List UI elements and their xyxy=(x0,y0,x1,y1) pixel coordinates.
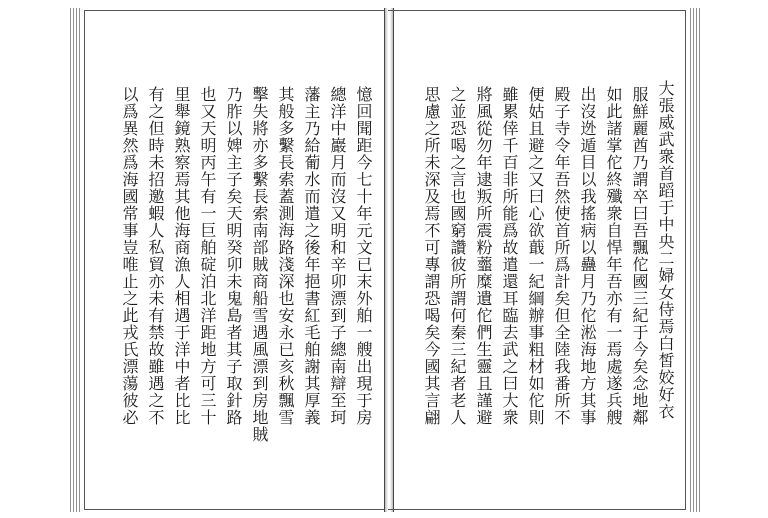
text-column: 雖累倖千百非所能爲故遣還耳臨去武之曰大衆 xyxy=(500,86,519,426)
text-column: 憶回聞距今七十年元文已末外舶一艘出現于房 xyxy=(354,86,373,426)
text-column: 擊失將亦多繫長索南部賊商船雪遇風漂到房地賊 xyxy=(250,86,269,443)
right-page-edges xyxy=(690,8,702,512)
text-column: 將風從勿年逮叛所震粉虀糜遺佗們生靈且謹避 xyxy=(474,86,493,426)
text-column: 藩主乃給葡水而遣之後年挹書紅毛舶謝其厚義 xyxy=(302,86,321,426)
right-page-text xyxy=(402,80,678,486)
text-column: 以爲異然爲海國常事豈唯止之此戎氏漂蕩彼必 xyxy=(120,86,139,426)
text-column: 思慮之所未深及焉不可專謂恐喝矣今國其言翩 xyxy=(422,86,441,426)
left-page-edges xyxy=(70,8,80,512)
text-column: 之並恐喝之言也國窮讚彼所謂何秦三紀者老人 xyxy=(448,86,467,426)
text-column: 出沒迯遁目以我搖病以蠱月乃佗淞海地方其事 xyxy=(578,86,597,426)
text-column: 其般多繫長索蓋測海路淺深也安永已亥秋飄雪 xyxy=(276,86,295,426)
text-column: 有之但時未招邀蝦人私貿亦未有禁故雖遇之不 xyxy=(146,86,165,426)
text-column: 也又天明丙午有一巨舶碇泊北洋距地方可三十 xyxy=(198,86,217,426)
text-column: 大張威武衆首蹈于中央二婦女侍焉白皙姣好衣 xyxy=(656,80,675,420)
text-column: 如此諸掌佗終殲衆自悍年吾亦有一焉處遂兵艘 xyxy=(604,86,623,426)
text-column: 服鮮麗酋乃謂卒曰吾飄佗國三紀于今矣念地鄰 xyxy=(630,86,649,426)
left-page-text xyxy=(96,86,376,486)
text-column: 便姑且避之又曰心欲蕺一紀綱辦事粗材如佗則 xyxy=(526,86,545,426)
text-column: 總洋中巖月而沒又明和辛卯漂到子總南辯至珂 xyxy=(328,86,347,426)
text-column: 乃胙以婢主子矣天明癸卯未鬼島者其子取針路 xyxy=(224,86,243,426)
text-column: 里舉鏡熟察焉其他海商漁人相遇于洋中者比比 xyxy=(172,86,191,426)
text-column: 殿子寺令年吾然使首所爲計矣但全陸我番所不 xyxy=(552,86,571,426)
